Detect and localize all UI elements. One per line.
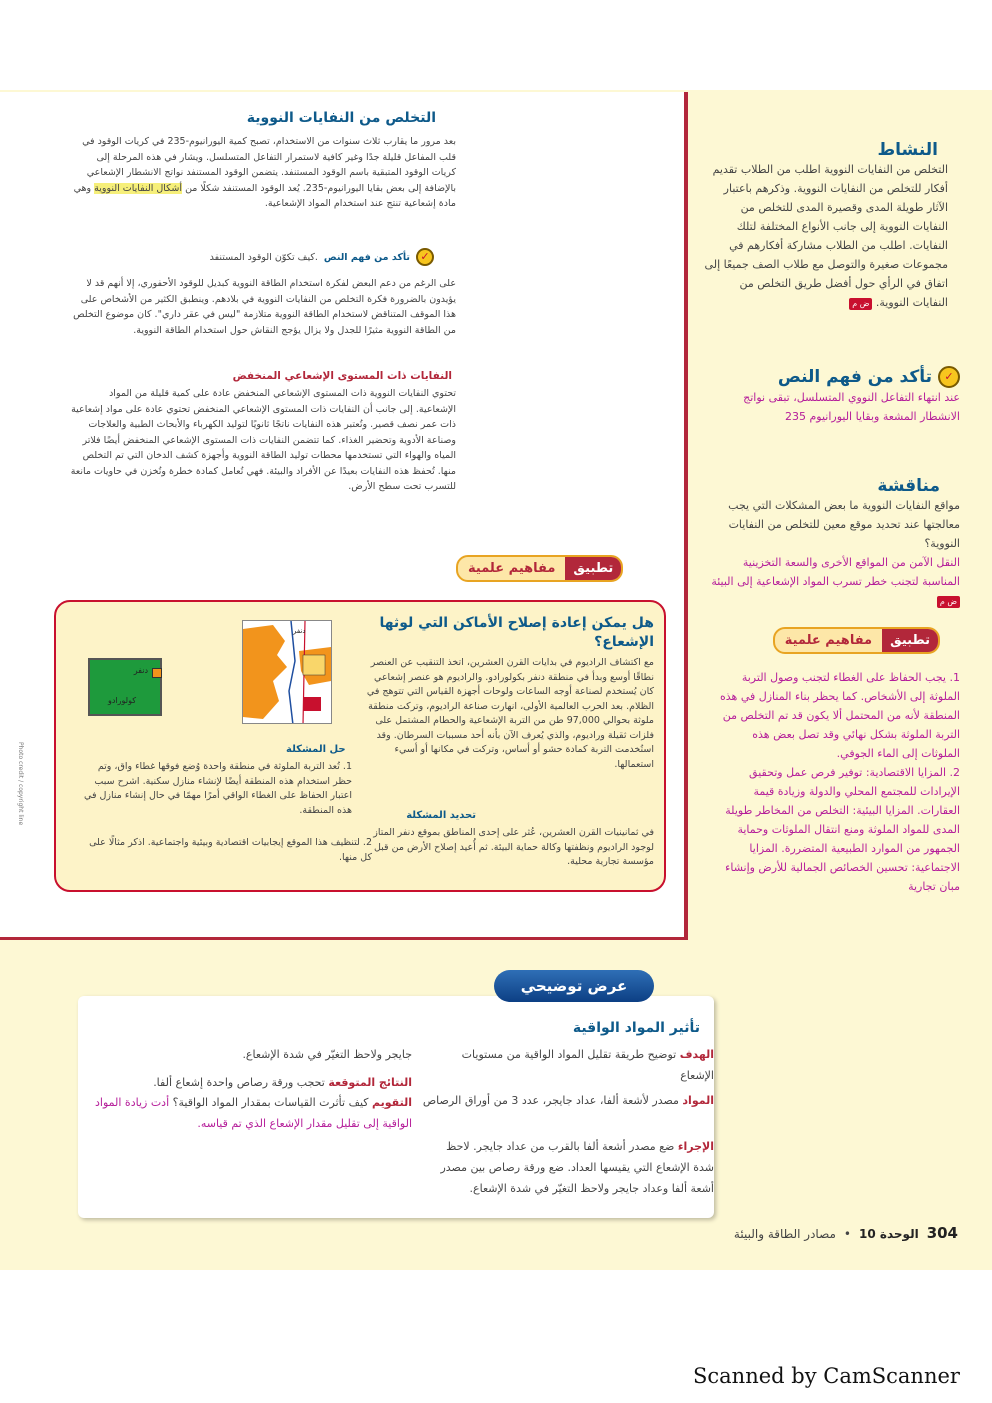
discussion-answer: النقل الآمن من المواقع الأخرى والسعة التخزينية المناسبة لتجنب خطر تسرب المواد الإشعاعية إلى البيئة ض م — [711, 556, 960, 606]
solve-problem-item-2: 2. لتنظيف هذا الموقع إيجابيات اقتصادية وبيئية واجتماعية. اذكر مثالًا على كل منها. — [89, 837, 372, 863]
application-tab: تطبيق مفاهيم علمية — [456, 555, 623, 582]
discussion-question: مواقع النفايات النووية ما بعض المشكلات التي يجب معالجتها عند تحديد موقع معين للتخلص من النفايات النووية؟ — [728, 499, 960, 550]
demo-materials: المواد مصدر لأشعة ألفا، عداد جايجر، عدد 3 من أوراق الرصاص — [422, 1094, 714, 1107]
colorado-inset-map — [88, 658, 162, 716]
demo-procedure-continued: جايجر ولاحظ التغيّر في شدة الإشعاع. — [242, 1048, 412, 1061]
solve-problem-item-1: 1. تُعد التربة الملوثة في منطقة واحدة وُضع فوقها غطاء واق، وتم حظر استخدام هذه المنطقة أيضًا لإنشاء منازل سكنية. اشرح سبب اعتبار الحفاظ على الغطاء الواقي أمرًا مهمًا في حال إنشاء منازل في هذه المنطقة. — [84, 761, 352, 816]
identify-problem-text: في ثمانينيات القرن العشرين، عُثر على إحدى المناطق بموقع دنفر المتاز لوجود الراديوم ونظفتها وكالة حماية البيئة. ثم أُعيد إصلاح الأرض من قبل مؤسسة تجارية محلية. — [373, 827, 654, 867]
teacher-application-tab: تطبيق مفاهيم علمية — [773, 627, 940, 654]
denver-map — [242, 620, 332, 724]
activity-text: التخلص من النفايات النووية اطلب من الطلاب تقديم أفكار للتخلص من النفايات النووية. وذكرهم باعتبار الآثار طويلة المدى وقصيرة المدى للتخلص من النفايات النووية إلى جانب الأنواع المختلفة لتلك النفايات. اطلب من الطلاب مشاركة أفكارهم في مجموعات صغيرة والتوصل مع طلاب الصف جميعًا إلى اتفاق في الرأي حول أفضل طريق التخلص من النفايات النووية. ض م — [704, 163, 948, 309]
demo-expected: النتائج المتوقعة تحجب ورقة رصاص واحدة إشعاع ألفا. — [153, 1076, 412, 1089]
discussion-key-badge: ض م — [937, 596, 960, 608]
location-marker-icon — [152, 668, 162, 678]
concept-paragraph: مع اكتشاف الراديوم في بدايات القرن العشرين، اتخذ التنقيب عن العنصر نطاقًا أوسع وبدأ في منطقة دنفر بكولورادو. والراديوم هو عنصر إشعاعي كان يُستخدم لصناعة أوجه الساعات ولوحات أجهزة القياس التي تتوهج في الظلام. بعد الحرب العالمية الأولى، انهارت صناعة الراديوم، وتركت منطقة ملوثة بحوالي 97,000 طن من التربة الإشعاعية والحطام المشتمل على فلزات ثقيلة وراديوم، والذي يُعرف الآن بأنه أحد مسببات السرطان. وقد استُخدمت التربة كمادة حشو أو أساس، وتركت في مكانها أو أسيء استعمالها. — [366, 657, 654, 770]
activity-heading: النشاط — [877, 140, 938, 160]
demo-goal: الهدف توضيح طريقة تقليل المواد الواقية من مستويات الإشعاع — [461, 1048, 714, 1082]
demo-procedure: الإجراء ضع مصدر أشعة ألفا بالقرب من عداد جايجر. لاحظ شدة الإشعاع التي يقيسها العداد. ضع ورقة رصاص بين مصدر أشعة ألفا وعداد جايجر ولاحظ التغيّر في شدة الإشعاع. — [440, 1140, 714, 1195]
teacher-discussion — [708, 476, 960, 610]
answer-1: 1. يجب الحفاظ على الغطاء لتجنب وصول التربة الملوثة إلى الأشخاص. كما يحظر بناء المنازل في هذه المنطقة لأنه من المحتمل ألا يكون قد تم التخلص من التربة الملوثة بشكل نهائي وقد تصل بعض هذه الملوثات إلى الماء الجوفي. — [719, 671, 960, 760]
demo-tab: عرض توضيحي — [494, 970, 654, 1002]
subheading-low-level-waste: النفايات ذات المستوى الإشعاعي المنخفض — [232, 370, 452, 382]
paragraph-low-level-waste: تحتوي النفايات النووية ذات المستوى الإشعاعي المنخفض عادة على كمية قليلة من المواد الإشعاعية. إلى جانب أن النفايات ذات المستوى الإشعاعي المنخفض تحتوي عادة على مواد إشعاعية ذات عمر نصف قصير. وتُعتبر هذه النفايات ناتجًا ثانويًا لتوليد الكهرباء والأبحاث الطبية والعلاجات وصناعة الأدوية وتحضير الغذاء. كما تتضمن النفايات ذات المستوى الإشعاعي المنخفض أيضًا فلاتر المياه والهواء التي تستخدمها محطات توليد الطاقة النووية وأجهزة كشف الدخان التي تم التخلص منها. تُحفظ هذه النفايات بعيدًا عن الأفراد والبيئة. فهي تُعامل كمادة خطرة وتُخزن في حاويات مانعة للتسرب تحت سطح الأرض. — [70, 388, 456, 492]
page-number: 304 — [926, 1224, 958, 1242]
teacher-reading-check: ✓ تأكد من فهم النص عند انتهاء التفاعل النووي المتسلسل، تبقى نواتج الانشطار المشعة وبقايا اليورانيوم 235 — [724, 366, 960, 426]
map-graphic — [243, 621, 332, 724]
paragraph-spent-fuel: بعد مرور ما يقارب ثلاث سنوات من الاستخدام، تصبح كمية اليورانيوم-235 في كريات الوقود في قلب المفاعل قليلة جدًا وغير كافية لاستمرار التفاعل المتسلسل. ويشار في هذه المرحلة إلى كريات الوقود المتبقية باسم الوقود المستنفد. يتضمن الوقود المستنفد نواتج الانشطار الإشعاعي بالإضافة إلى بعض بقايا اليورانيوم-235. يُعد الوقود المستنفد شكلًا من أشكال النفايات النووية وهي مادة إشعاعية تنتج عند استخدام المواد الإشعاعية. — [73, 136, 456, 209]
highlighted-term: أشكال النفايات النووية — [94, 182, 183, 194]
demo-assessment: التقويم كيف تأثرت القياسات بمقدار المواد الواقية؟ أدت زيادة المواد الواقية إلى تقليل مقدار الإشعاع الذي تم قياسه. — [95, 1096, 412, 1130]
answer-2: 2. المزايا الاقتصادية: توفير فرص عمل وتحقيق الإيرادات للمجتمع المحلي والدولة وزيادة قيمة العقارات. المزايا البيئية: التخلص من المخاطر طويلة المدى للمواد الملوثة ومنع انتقال الملوثات وحماية الجمهور من الموارد الطبيعية المتضررة. المزايا الاجتماعية: تحسين الخصائص الجمالية للأرض وإنشاء مبان تجارية — [725, 766, 960, 893]
map-label-denver: دنفر — [293, 627, 306, 635]
concept-title: هل يمكن إعادة إصلاح الأماكن التي لوثها الإشعاع؟ — [379, 615, 654, 650]
activity-key-badge: ض م — [849, 298, 872, 310]
discussion-heading: مناقشة — [877, 476, 940, 496]
teacher-answers — [710, 668, 960, 896]
reading-check-answer: عند انتهاء التفاعل النووي المتسلسل، تبقى نواتج الانشطار المشعة وبقايا اليورانيوم 235 — [743, 391, 960, 423]
page-footer — [734, 1224, 958, 1242]
checkmark-icon: ✓ — [416, 248, 434, 266]
chapter-label: مصادر الطاقة والبيئة — [733, 1227, 836, 1241]
demo-title: تأثير المواد الواقية — [572, 1020, 700, 1036]
photo-credit: Photo credit / copyright line — [17, 742, 24, 826]
inset-label-colorado: كولورادو — [108, 696, 137, 705]
checkmark-icon: ✓ — [938, 366, 960, 388]
inset-label-denver: دنفر — [133, 666, 148, 675]
teacher-activity — [702, 140, 948, 312]
science-concept-box — [54, 600, 666, 892]
paragraph-nimby: على الرغم من دعم البعض لفكرة استخدام الطاقة النووية كبديل للوقود الأحفوري، إلا أنهم قد لا يؤيدون بالضرورة فكرة التخلص من النفايات النووية في بلادهم. وينطبق الكثير من الأشخاص على هذا الموقف المتناقض لاستخدام الطاقة النووية متلازمة "ليس في عقر داري". كان موضوع التخلص من الطاقة النووية مثيرًا للجدل ولا يزال يؤجج النقاش حول استخدام الطاقة النووية. — [73, 278, 456, 336]
demonstration-box — [78, 996, 714, 1218]
identify-problem-heading: تحديد المشكلة — [406, 810, 476, 821]
footer-bullet: • — [843, 1227, 851, 1241]
solve-problem-heading: حل المشكلة — [286, 744, 346, 755]
reading-check: كيف تكوّن الوقود المستنفد. تأكد من فهم النص ✓ — [210, 248, 434, 266]
scanner-watermark: Scanned by CamScanner — [693, 1364, 960, 1388]
unit-label: الوحدة 10 — [859, 1227, 919, 1241]
student-page-title: التخلص من النفايات النووية — [246, 110, 436, 126]
